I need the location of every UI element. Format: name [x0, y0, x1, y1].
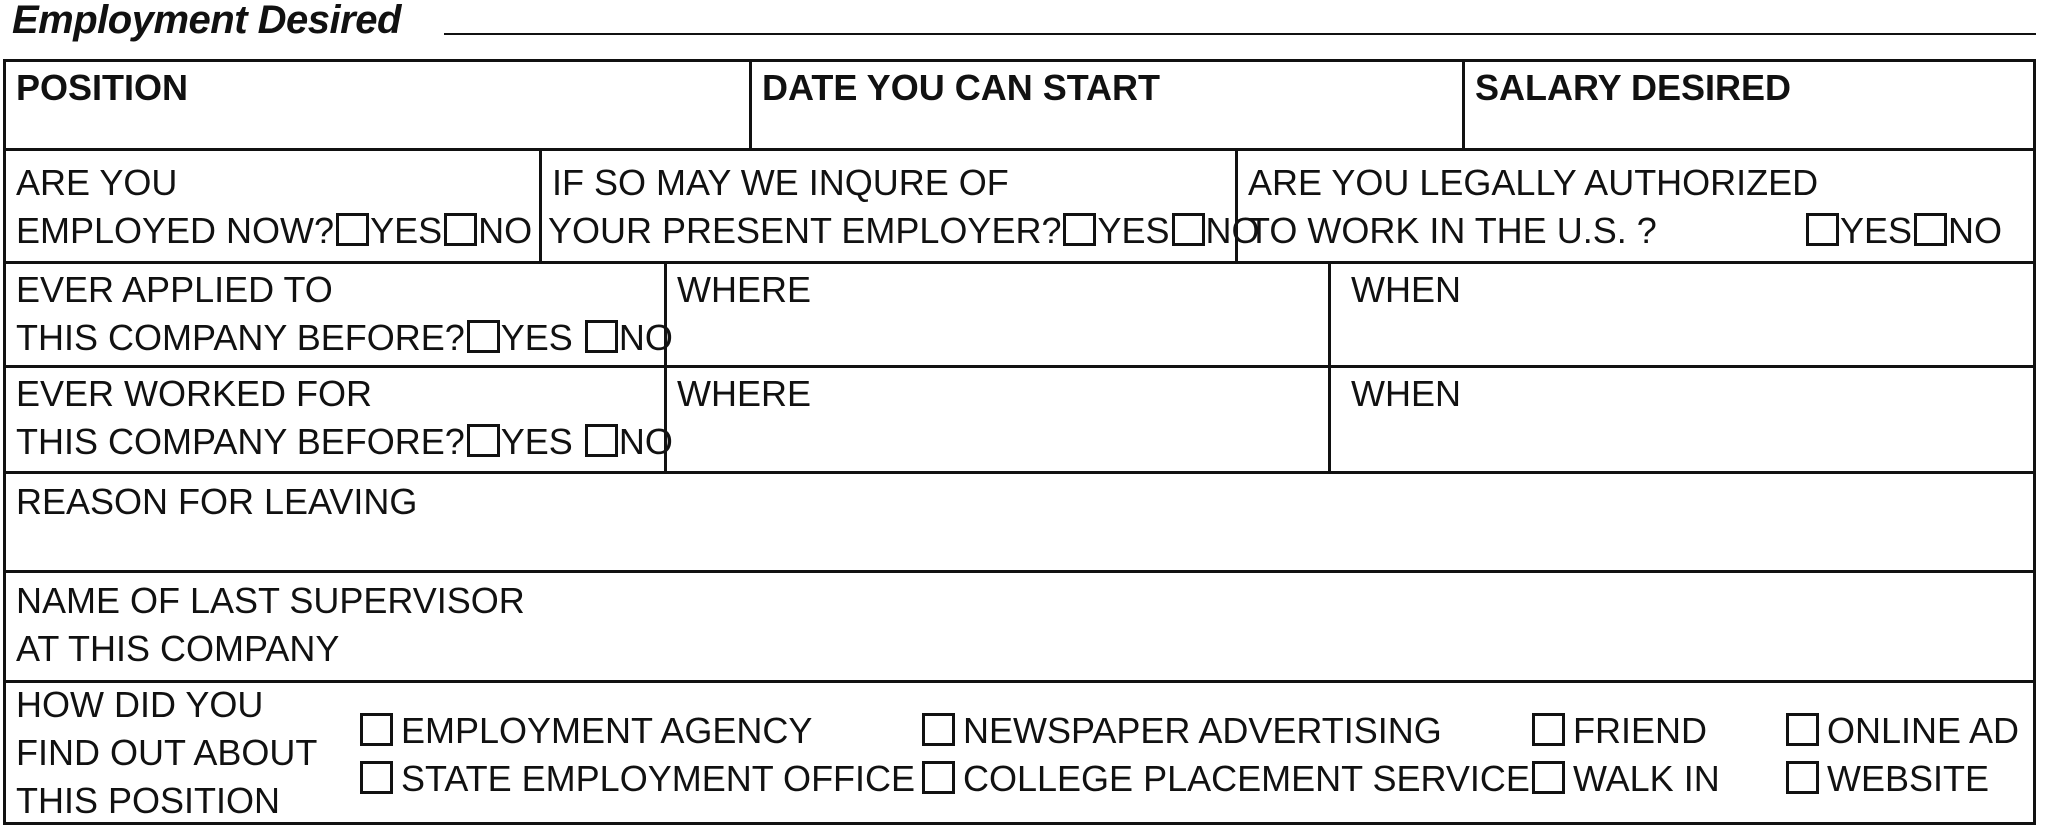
worked-no-checkbox[interactable] — [585, 424, 618, 457]
website-checkbox[interactable] — [1786, 761, 1819, 794]
applied-label-2 — [16, 314, 673, 362]
applied-before-cell — [6, 264, 673, 365]
online-ad-label: ONLINE AD — [1827, 710, 2020, 751]
no-label: NO — [478, 210, 533, 251]
friend-checkbox[interactable] — [1532, 713, 1565, 746]
applied-where-label: WHERE — [677, 269, 811, 310]
worked-where-field[interactable] — [664, 368, 1328, 471]
date-start-label: DATE YOU CAN START — [762, 67, 1161, 108]
how-label-3: THIS POSITION — [16, 780, 281, 821]
newspaper-advertising-checkbox[interactable] — [922, 713, 955, 746]
employed-label-2 — [16, 207, 532, 255]
inquire-employer-cell — [539, 151, 1260, 261]
source-employment-agency[interactable] — [358, 707, 812, 755]
applied-when-label: WHEN — [1351, 269, 1461, 310]
walk-in-label: WALK IN — [1573, 758, 1720, 799]
row-applied-before — [6, 261, 2033, 365]
title-underline — [444, 33, 2036, 35]
worked-when-field[interactable] — [1328, 368, 2033, 471]
employment-agency-checkbox[interactable] — [360, 713, 393, 746]
how-found-cell — [6, 683, 2033, 822]
no-label: NO — [618, 317, 673, 358]
applied-question: THIS COMPANY BEFORE? — [16, 317, 465, 358]
source-college-placement-service[interactable] — [920, 755, 1530, 803]
newspaper-advertising-label: NEWSPAPER ADVERTISING — [963, 710, 1442, 751]
worked-question: THIS COMPANY BEFORE? — [16, 421, 465, 462]
no-label: NO — [1948, 210, 2003, 251]
row-last-supervisor — [6, 570, 2033, 680]
yes-label: YES — [1097, 210, 1170, 251]
reason-leaving-label: REASON FOR LEAVING — [16, 481, 418, 522]
employment-form — [3, 59, 2036, 825]
friend-label: FRIEND — [1573, 710, 1707, 751]
worked-before-cell — [6, 368, 673, 471]
yes-label: YES — [500, 317, 573, 358]
section-title: Employment Desired — [12, 0, 401, 42]
employment-agency-label: EMPLOYMENT AGENCY — [401, 710, 813, 751]
worked-label-2 — [16, 418, 673, 466]
how-label-1: HOW DID YOU — [16, 684, 264, 725]
how-label-2: FIND OUT ABOUT — [16, 732, 318, 773]
college-placement-service-label: COLLEGE PLACEMENT SERVICE — [963, 758, 1530, 799]
applied-no-checkbox[interactable] — [585, 320, 618, 353]
reason-leaving-field[interactable] — [6, 474, 2033, 570]
walk-in-checkbox[interactable] — [1532, 761, 1565, 794]
row-worked-before — [6, 365, 2033, 471]
source-friend[interactable] — [1530, 707, 1707, 755]
authorized-yes-checkbox[interactable] — [1806, 213, 1839, 246]
worked-when-label: WHEN — [1351, 373, 1461, 414]
employed-now-cell — [6, 151, 539, 261]
salary-label: SALARY DESIRED — [1475, 67, 1792, 108]
applied-yes-checkbox[interactable] — [467, 320, 500, 353]
inquire-yes-checkbox[interactable] — [1063, 213, 1096, 246]
authorized-no-checkbox[interactable] — [1914, 213, 1947, 246]
applied-label-1: EVER APPLIED TO — [16, 269, 333, 310]
position-label: POSITION — [16, 67, 189, 108]
row-position — [6, 62, 2033, 148]
employed-question: EMPLOYED NOW? — [16, 210, 335, 251]
authorized-cell — [1235, 151, 2033, 261]
source-walk-in[interactable] — [1530, 755, 1720, 803]
state-employment-office-checkbox[interactable] — [360, 761, 393, 794]
employed-no-checkbox[interactable] — [444, 213, 477, 246]
authorized-options — [1804, 207, 2002, 255]
date-start-field[interactable] — [749, 62, 1462, 148]
source-website[interactable] — [1784, 755, 1989, 803]
supervisor-label-2: AT THIS COMPANY — [16, 628, 340, 669]
salary-field[interactable] — [1462, 62, 2033, 148]
last-supervisor-field[interactable] — [6, 573, 2033, 680]
applied-when-field[interactable] — [1328, 264, 2033, 365]
supervisor-label-1: NAME OF LAST SUPERVISOR — [16, 580, 525, 621]
source-state-employment-office[interactable] — [358, 755, 915, 803]
row-employment-status — [6, 148, 2033, 261]
worked-yes-checkbox[interactable] — [467, 424, 500, 457]
row-how-found — [6, 680, 2033, 822]
worked-where-label: WHERE — [677, 373, 811, 414]
yes-label: YES — [370, 210, 443, 251]
inquire-label-2 — [548, 207, 1260, 255]
no-label: NO — [1205, 210, 1260, 251]
college-placement-service-checkbox[interactable] — [922, 761, 955, 794]
yes-label: YES — [500, 421, 573, 462]
source-newspaper-advertising[interactable] — [920, 707, 1442, 755]
position-field[interactable] — [6, 62, 749, 148]
yes-label: YES — [1840, 210, 1913, 251]
online-ad-checkbox[interactable] — [1786, 713, 1819, 746]
inquire-no-checkbox[interactable] — [1172, 213, 1205, 246]
employed-yes-checkbox[interactable] — [336, 213, 369, 246]
applied-where-field[interactable] — [664, 264, 1328, 365]
state-employment-office-label: STATE EMPLOYMENT OFFICE — [401, 758, 916, 799]
worked-label-1: EVER WORKED FOR — [16, 373, 373, 414]
source-online-ad[interactable] — [1784, 707, 2019, 755]
row-reason-leaving — [6, 471, 2033, 570]
inquire-question: YOUR PRESENT EMPLOYER? — [548, 210, 1062, 251]
no-label: NO — [618, 421, 673, 462]
website-label: WEBSITE — [1827, 758, 1990, 799]
employed-label-1: ARE YOU — [16, 162, 178, 203]
authorized-label-2: TO WORK IN THE U.S. ? — [1248, 210, 1657, 251]
authorized-label-1: ARE YOU LEGALLY AUTHORIZED — [1248, 162, 1819, 203]
inquire-label-1: IF SO MAY WE INQURE OF — [552, 162, 1009, 203]
